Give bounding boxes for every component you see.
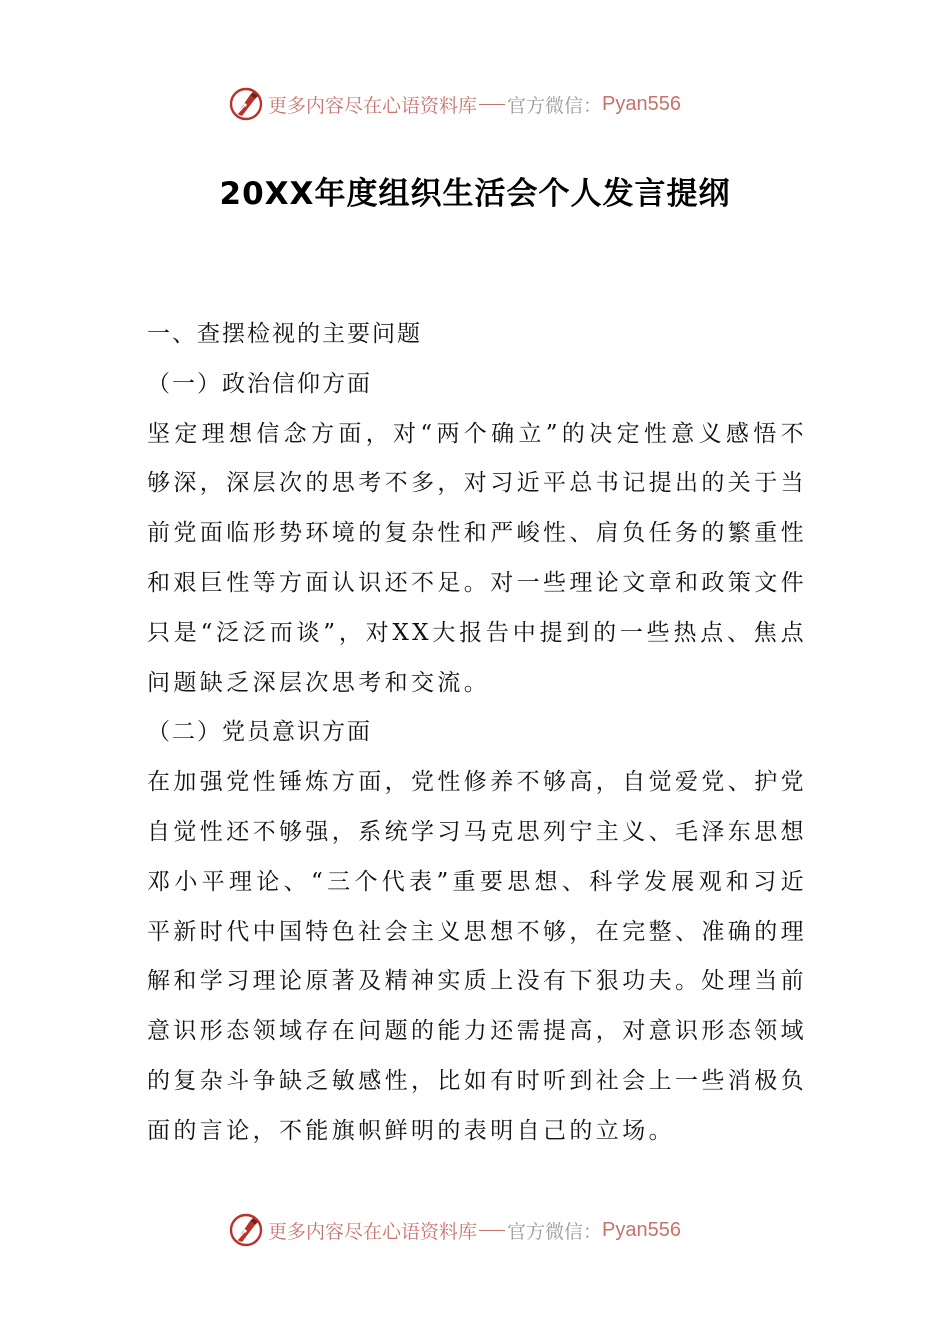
footer-banner <box>228 1210 681 1250</box>
banner-main-text: 更多内容尽在心语资料库 <box>268 94 478 117</box>
banner-dash <box>479 1230 505 1231</box>
paragraph-1: 坚定理想信念方面，对“两个确立”的决定性意义感悟不够深，深层次的思考不多，对习近平总书记提出的关于当前党面临形势环境的复杂性和严峻性、肩负任务的繁重性和艰巨性等方面认识还不足。对一些理论文章和政策文件只是“泛泛而谈”，对XX大报告中提到的一些热点、焦点问题缺乏深层次思考和交流。 <box>147 420 807 696</box>
paragraph-2: 在加强党性锤炼方面，党性修养不够高，自觉爱党、护党自觉性还不够强，系统学习马克思列宁主义、毛泽东思想邓小平理论、“三个代表”重要思想、科学发展观和习近平新时代中国特色社会主义思想不够，在完整、准确的理解和学习理论原著及精神实质上没有下狠功夫。处理当前意识形态领域存在问题的能力还需提高，对意识形态领域的复杂斗争缺乏敏感性，比如有时听到社会上一些消极负面的言论，不能旗帜鲜明的表明自己的立场。 <box>147 769 807 1144</box>
banner-official-label: 官方微信： <box>507 1220 603 1243</box>
banner-official-label: 官方微信： <box>507 94 603 117</box>
banner-main-text: 更多内容尽在心语资料库 <box>268 1220 478 1243</box>
banner-dash <box>479 104 505 105</box>
document-title: 20XX年度组织生活会个人发言提纲 <box>219 176 731 212</box>
pen-nib-logo-icon <box>228 1212 264 1248</box>
section-heading: 一、查摆检视的主要问题 <box>147 321 422 347</box>
banner-wechat-id: Pyan556 <box>602 92 681 115</box>
banner-wechat-id: Pyan556 <box>602 1218 681 1241</box>
pen-nib-logo-icon <box>228 86 264 122</box>
subsection-heading-1: （一）政治信仰方面 <box>147 370 372 397</box>
subsection-heading-2: （二）党员意识方面 <box>147 719 372 746</box>
header-banner <box>228 84 681 124</box>
document-body <box>147 310 807 1157</box>
